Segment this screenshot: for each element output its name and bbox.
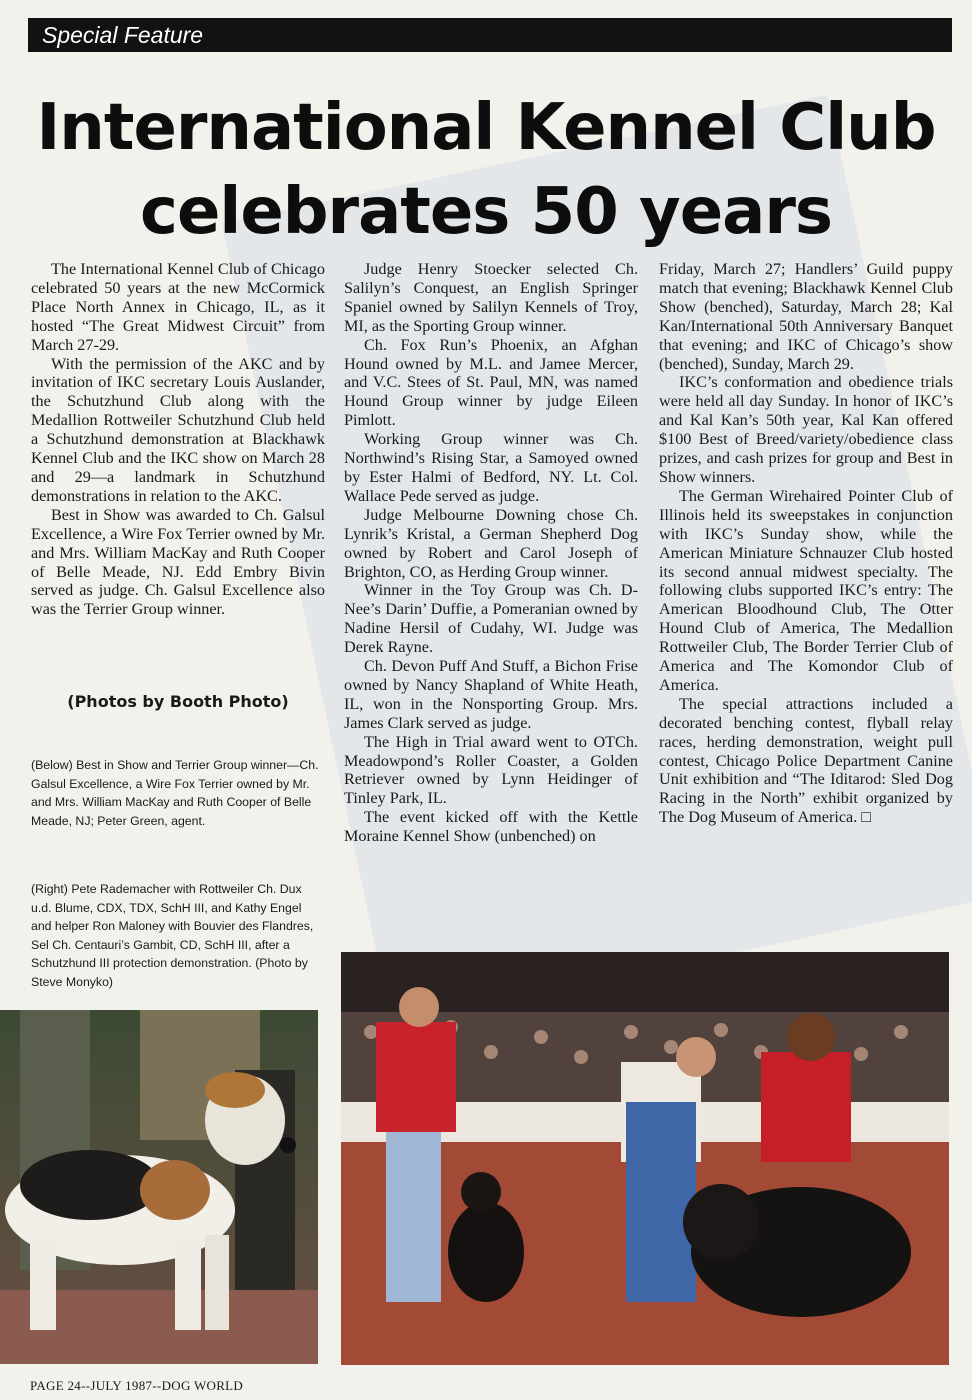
paragraph: IKC’s conformation and obedience trials were held all day Sunday. In honor of IKC’s and Kal Kan’s 50th year, Kal Kan offered $100 Best of Breed/variety/obedience class prizes, and cash prizes for group and Best in Show winners. bbox=[659, 373, 953, 486]
paragraph: Ch. Devon Puff And Stuff, a Bichon Frise owned by Nancy Shapland of White Heath, IL, won in the Nonsporting Group. Mrs. James Clark served as judge. bbox=[344, 657, 638, 732]
schutzhund-photo bbox=[341, 952, 949, 1365]
paragraph: Winner in the Toy Group was Ch. D-Nee’s Darin’ Duffie, a Pomeranian owned by Nadine Hersil of Cudahy, WI. Judge was Derek Rayne. bbox=[344, 581, 638, 657]
paragraph: The special attractions included a decorated benching contest, flyball relay races, herding demonstration, weight pull contest, Chicago Police Department Canine Unit exhibition and “The Iditarod: Sled Dog Racing in the North” exhibit organized by The Dog Museum of America. □ bbox=[659, 694, 953, 827]
article-column-1 bbox=[31, 260, 325, 619]
paragraph: The German Wirehaired Pointer Club of Illinois held its sweepstakes in conjunction with IKC’s Sunday show, while the American Miniature Schnauzer Club hosted its second annual midwest specialty. The following clubs supported IKC’s entry: The American Bloodhound Club, The Otter Hound Club of America, The Medallion Rottweiler Club, The Border Terrier Club of America and The Komondor Club of America. bbox=[659, 486, 953, 694]
paragraph: The event kicked off with the Kettle Moraine Kennel Show (unbenched) on bbox=[344, 808, 638, 846]
caption-right: (Right) Pete Rademacher with Rottweiler Ch. Dux u.d. Blume, CDX, TDX, SchH III, and Kathy Engel and helper Ron Maloney with Bouvier des Flandres, Sel Ch. Centauri’s Gambit, CD, SchH III, after a Schutzhund III protection demonstration. (Photo by Steve Monyko) bbox=[31, 882, 314, 989]
terrier-photo bbox=[0, 1010, 318, 1364]
paragraph: Friday, March 27; Handlers’ Guild puppy match that evening; Blackhawk Kennel Club Show (benched), Saturday, March 28; Kal Kan/International 50th Anniversary Banquet that evening; and IKC of Chicago’s show (benched), Sunday, March 29. bbox=[659, 260, 953, 373]
photo-credit: (Photos by Booth Photo) bbox=[67, 692, 289, 711]
headline bbox=[30, 86, 942, 254]
headline-line-1: International Kennel Club bbox=[36, 91, 936, 165]
section-label: Special Feature bbox=[28, 18, 952, 52]
paragraph: With the permission of the AKC and by invitation of IKC secretary Louis Auslander, the Schutzhund Club along with the Medallion Rottweiler Schutzhund Club held a Schutzhund demonstration at Blackhawk Kennel Club and the IKC show on March 28 and 29—a landmark in Schutzhund demonstrations in relation to the AKC. bbox=[31, 354, 325, 505]
headline-line-2: celebrates 50 years bbox=[140, 175, 832, 249]
paragraph: Judge Melbourne Downing chose Ch. Lynrik’s Kristal, a German Shepherd Dog owned by Robert and Carol Joseph of Brighton, CO, as Herding Group winner. bbox=[344, 505, 638, 581]
page-footer: PAGE 24--JULY 1987--DOG WORLD bbox=[30, 1378, 244, 1393]
paragraph: The High in Trial award went to OTCh. Meadowpond’s Roller Coaster, a Golden Retriever owned by Lynn Heidinger of Tinley Park, IL. bbox=[344, 732, 638, 808]
paragraph: Working Group winner was Ch. Northwind’s Rising Star, a Samoyed owned by Ester Halmi of Bedford, NY. Lt. Col. Wallace Pede served as judge. bbox=[344, 430, 638, 505]
article-column-2 bbox=[344, 260, 638, 846]
paragraph: Ch. Fox Run’s Phoenix, an Afghan Hound owned by M.L. and Jamee Mercer, and V.C. Stees of St. Paul, MN, was named Hound Group winner by judge Eileen Pimlott. bbox=[344, 335, 638, 430]
article-column-3 bbox=[659, 260, 953, 827]
caption-below: (Below) Best in Show and Terrier Group winner—Ch. Galsul Excellence, a Wire Fox Terrier owned by Mr. and Mrs. William MacKay and Ruth Cooper of Belle Meade, NJ; Peter Green, agent. bbox=[31, 758, 319, 828]
paragraph: Judge Henry Stoecker selected Ch. Salilyn’s Conquest, an English Springer Spaniel owned by Salilyn Kennels of Troy, MI, as the Sporting Group winner. bbox=[344, 260, 638, 335]
paragraph: The International Kennel Club of Chicago celebrated 50 years at the new McCormick Place North Annex in Chicago, IL, as it hosted “The Great Midwest Circuit” from March 27-29. bbox=[31, 260, 325, 354]
paragraph: Best in Show was awarded to Ch. Galsul Excellence, a Wire Fox Terrier owned by Mr. and Mrs. William MacKay and Ruth Cooper of Belle Meade, NJ. Edd Embry Bivin served as judge. Ch. Galsul Excellence also was the Terrier Group winner. bbox=[31, 505, 325, 619]
